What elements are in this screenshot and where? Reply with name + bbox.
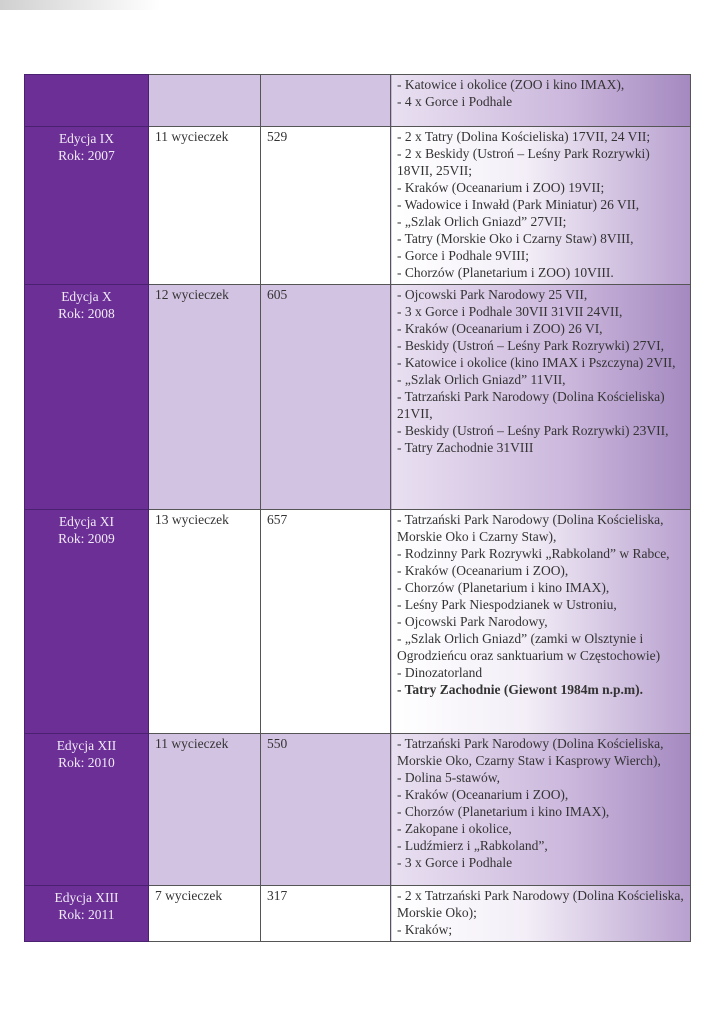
- edition-cell: [25, 127, 149, 285]
- participant-count: 529: [261, 127, 391, 285]
- edition-cell: [25, 886, 149, 942]
- trip-item: - Tatrzański Park Narodowy (Dolina Kościeliska, Morskie Oko, Czarny Staw i Kasprowy Wierch),: [397, 736, 664, 768]
- year-label: Rok: 2011: [58, 907, 115, 922]
- trip-item: - Gorce i Podhale 9VIII;: [397, 248, 529, 263]
- trip-list: [391, 285, 691, 510]
- trip-item: - „Szlak Orlich Gniazd” (zamki w Olsztynie i Ogrodzieńcu oraz sanktuarium w Częstochowie): [397, 631, 661, 663]
- participant-count: 317: [261, 886, 391, 942]
- trip-item: - Chorzów (Planetarium i kino IMAX),: [397, 580, 610, 595]
- trip-list: [391, 510, 691, 734]
- edition-cell: [25, 510, 149, 734]
- edition-label: Edycja XII: [56, 738, 117, 753]
- trip-count: 11 wycieczek: [149, 127, 261, 285]
- trip-item: - Kraków;: [397, 922, 453, 937]
- trip-item: - Ojcowski Park Narodowy 25 VII,: [397, 287, 588, 302]
- trip-item: - 2 x Tatry (Dolina Kościeliska) 17VII, 24 VII;: [397, 129, 651, 144]
- scan-edge-mark: [0, 0, 160, 10]
- edition-cell: [25, 75, 149, 127]
- edition-cell: [25, 734, 149, 886]
- table-row: [25, 285, 691, 510]
- table-row: [25, 734, 691, 886]
- trip-item: - 2 x Beskidy (Ustroń – Leśny Park Rozrywki) 18VII, 25VII;: [397, 146, 650, 178]
- trip-item: - Ludźmierz i „Rabkoland”,: [397, 838, 548, 853]
- edition-label: Edycja IX: [58, 131, 115, 146]
- trip-item: - Kraków (Oceanarium i ZOO) 26 VI,: [397, 321, 603, 336]
- trip-item: - 3 x Gorce i Podhale: [397, 855, 513, 870]
- trip-item: - Katowice i okolice (kino IMAX i Pszczyna) 2VII,: [397, 355, 676, 370]
- trip-item: - Kraków (Oceanarium i ZOO),: [397, 563, 569, 578]
- trip-item: - Dinozatorland: [397, 665, 483, 680]
- trip-item: - Tatry Zachodnie (Giewont 1984m n.p.m).: [397, 682, 644, 697]
- edition-label: Edycja X: [61, 289, 112, 304]
- trip-item: - 4 x Gorce i Podhale: [397, 94, 513, 109]
- trip-item: - Zakopane i okolice,: [397, 821, 512, 836]
- table-row: [25, 127, 691, 285]
- trip-item: - Tatry (Morskie Oko i Czarny Staw) 8VIII,: [397, 231, 634, 246]
- trip-item: - Beskidy (Ustroń – Leśny Park Rozrywki) 23VII,: [397, 423, 669, 438]
- year-label: Rok: 2008: [58, 306, 115, 321]
- edition-label: Edycja XIII: [54, 890, 119, 905]
- trip-item: - Kraków (Oceanarium i ZOO),: [397, 787, 569, 802]
- trip-item: - Ojcowski Park Narodowy,: [397, 614, 548, 629]
- trip-list: [391, 886, 691, 942]
- trip-count: 11 wycieczek: [149, 734, 261, 886]
- trip-item: - Beskidy (Ustroń – Leśny Park Rozrywki) 27VI,: [397, 338, 664, 353]
- trip-item: - Rodzinny Park Rozrywki „Rabkoland” w Rabce,: [397, 546, 670, 561]
- year-label: Rok: 2009: [58, 531, 115, 546]
- trip-item: - Kraków (Oceanarium i ZOO) 19VII;: [397, 180, 605, 195]
- trip-item: - Katowice i okolice (ZOO i kino IMAX),: [397, 77, 625, 92]
- trip-item: - Chorzów (Planetarium i kino IMAX),: [397, 804, 610, 819]
- trip-item: - Tatrzański Park Narodowy (Dolina Kościeliska) 21VII,: [397, 389, 665, 421]
- table-row: [25, 75, 691, 127]
- trip-item: - Dolina 5-stawów,: [397, 770, 500, 785]
- trip-count: 13 wycieczek: [149, 510, 261, 734]
- trip-item: - Tatrzański Park Narodowy (Dolina Kościeliska, Morskie Oko i Czarny Staw),: [397, 512, 664, 544]
- participant-count: 657: [261, 510, 391, 734]
- participant-count: [261, 75, 391, 127]
- trip-item: - „Szlak Orlich Gniazd” 27VII;: [397, 214, 567, 229]
- trip-count: [149, 75, 261, 127]
- table-row: [25, 886, 691, 942]
- trip-item: - Chorzów (Planetarium i ZOO) 10VIII.: [397, 265, 614, 280]
- trip-item: - „Szlak Orlich Gniazd” 11VII,: [397, 372, 566, 387]
- trip-count: 12 wycieczek: [149, 285, 261, 510]
- trip-count: 7 wycieczek: [149, 886, 261, 942]
- trip-item: - Tatry Zachodnie 31VIII: [397, 440, 534, 455]
- edition-cell: [25, 285, 149, 510]
- trip-item: - Leśny Park Niespodzianek w Ustroniu,: [397, 597, 617, 612]
- trip-list: [391, 127, 691, 285]
- trip-item: - Wadowice i Inwałd (Park Miniatur) 26 VII,: [397, 197, 640, 212]
- trip-list: [391, 75, 691, 127]
- trip-list: [391, 734, 691, 886]
- participant-count: 550: [261, 734, 391, 886]
- table-row: [25, 510, 691, 734]
- participant-count: 605: [261, 285, 391, 510]
- trip-item: - 3 x Gorce i Podhale 30VII 31VII 24VII,: [397, 304, 623, 319]
- excursions-table: [24, 74, 691, 942]
- year-label: Rok: 2007: [58, 148, 115, 163]
- trip-item: - 2 x Tatrzański Park Narodowy (Dolina Kościeliska, Morskie Oko);: [397, 888, 684, 920]
- edition-label: Edycja XI: [58, 514, 115, 529]
- year-label: Rok: 2010: [58, 755, 115, 770]
